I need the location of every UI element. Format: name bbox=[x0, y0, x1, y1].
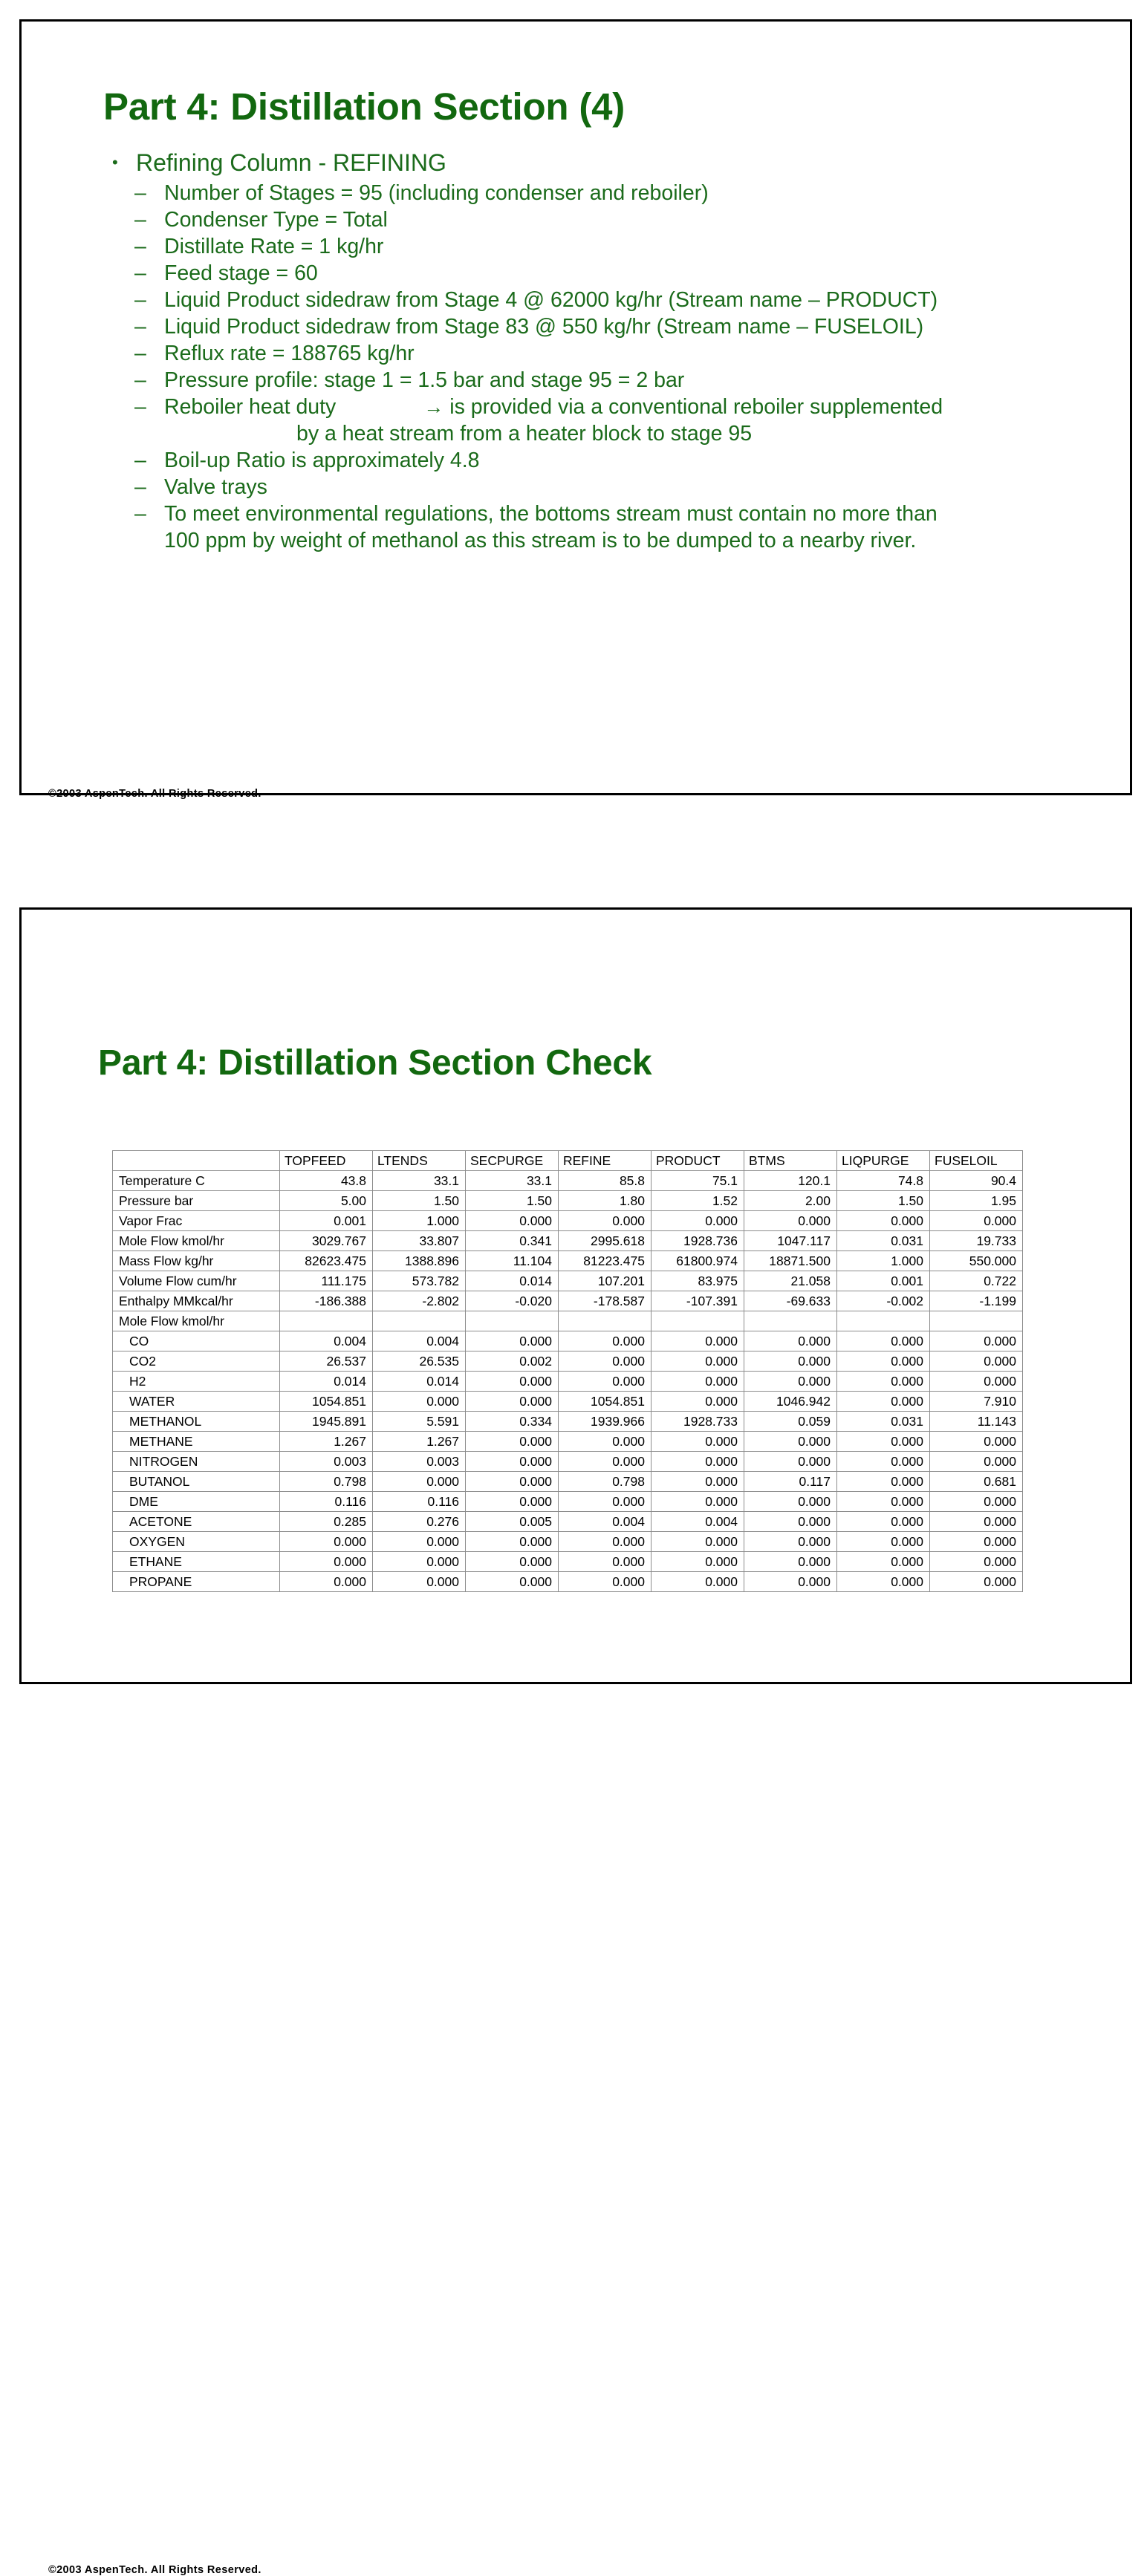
table-cell: 0.000 bbox=[930, 1211, 1023, 1231]
table-cell: 1.000 bbox=[373, 1211, 466, 1231]
table-cell: 1.80 bbox=[559, 1191, 652, 1211]
list-item-label: Distillate Rate = 1 kg/hr bbox=[164, 235, 384, 258]
table-row bbox=[113, 1492, 1023, 1512]
table-cell: 0.000 bbox=[652, 1211, 744, 1231]
row-label: Vapor Frac bbox=[113, 1211, 280, 1231]
table-cell: 0.000 bbox=[280, 1572, 373, 1592]
bullet-list bbox=[102, 148, 1097, 554]
table-cell: 1.000 bbox=[837, 1251, 930, 1271]
table-cell: 1047.117 bbox=[744, 1231, 837, 1251]
table-cell bbox=[930, 1311, 1023, 1331]
list-item-environmental bbox=[102, 500, 1097, 554]
table-cell: 0.000 bbox=[466, 1452, 559, 1472]
table-cell: 0.798 bbox=[280, 1472, 373, 1492]
table-cell: 5.00 bbox=[280, 1191, 373, 1211]
list-item-reboiler bbox=[102, 394, 1097, 447]
table-cell: 0.000 bbox=[559, 1452, 652, 1472]
table-body bbox=[113, 1171, 1023, 1592]
page-title: Part 4: Distillation Section Check bbox=[98, 1043, 652, 1083]
list-item-label: Liquid Product sidedraw from Stage 83 @ 550 kg/hr (Stream name – FUSELOIL) bbox=[164, 315, 924, 339]
column-header-blank bbox=[113, 1151, 280, 1171]
copyright-notice: ©2003 AspenTech. All Rights Reserved. bbox=[48, 2564, 261, 2576]
table-cell bbox=[744, 1311, 837, 1331]
list-item-label: Number of Stages = 95 (including condenser and reboiler) bbox=[164, 181, 709, 205]
table-cell: 0.000 bbox=[837, 1351, 930, 1372]
table-cell: 0.000 bbox=[466, 1392, 559, 1412]
table-cell: 33.1 bbox=[373, 1171, 466, 1191]
table-cell: 0.000 bbox=[744, 1552, 837, 1572]
table-cell: 0.003 bbox=[373, 1452, 466, 1472]
right-arrow-icon: → bbox=[423, 396, 444, 418]
table-cell: 0.000 bbox=[930, 1452, 1023, 1472]
table-cell: 0.000 bbox=[652, 1492, 744, 1512]
table-cell: 0.000 bbox=[466, 1211, 559, 1231]
list-item-label: Feed stage = 60 bbox=[164, 261, 318, 285]
table-cell: 0.000 bbox=[652, 1372, 744, 1392]
table-cell: 26.537 bbox=[280, 1351, 373, 1372]
dash-icon: – bbox=[134, 368, 146, 392]
table-cell: 81223.475 bbox=[559, 1251, 652, 1271]
table-cell: 0.003 bbox=[280, 1452, 373, 1472]
column-header-fuseloil: FUSELOIL bbox=[930, 1151, 1023, 1171]
table-cell: 120.1 bbox=[744, 1171, 837, 1191]
table-cell: 1.267 bbox=[280, 1432, 373, 1452]
table-cell: 0.000 bbox=[652, 1472, 744, 1492]
table-header-row bbox=[113, 1151, 1023, 1171]
list-item-label: Valve trays bbox=[164, 475, 267, 499]
row-label: H2 bbox=[113, 1372, 280, 1392]
bullet-icon: • bbox=[112, 153, 118, 172]
table-row bbox=[113, 1412, 1023, 1432]
table-row bbox=[113, 1512, 1023, 1532]
table-cell: 0.000 bbox=[559, 1572, 652, 1592]
stream-results-table bbox=[112, 1150, 1023, 1592]
dash-icon: – bbox=[134, 261, 146, 285]
row-label: Volume Flow cum/hr bbox=[113, 1271, 280, 1291]
table-cell: 0.000 bbox=[744, 1532, 837, 1552]
table-cell: 0.000 bbox=[837, 1572, 930, 1592]
table-cell: 0.000 bbox=[930, 1432, 1023, 1452]
table-cell: 1.50 bbox=[466, 1191, 559, 1211]
table-cell: 0.000 bbox=[559, 1532, 652, 1552]
table-cell: 0.004 bbox=[652, 1512, 744, 1532]
row-label: CO bbox=[113, 1331, 280, 1351]
column-header-refine: REFINE bbox=[559, 1151, 652, 1171]
reboiler-text-line1: is provided via a conventional reboiler supplemented bbox=[449, 395, 943, 419]
table-cell: 43.8 bbox=[280, 1171, 373, 1191]
table-cell: 0.000 bbox=[373, 1552, 466, 1572]
table-cell: 0.000 bbox=[373, 1532, 466, 1552]
table-row bbox=[113, 1191, 1023, 1211]
row-label: CO2 bbox=[113, 1351, 280, 1372]
table-row bbox=[113, 1171, 1023, 1191]
table-cell: 1388.896 bbox=[373, 1251, 466, 1271]
table-cell: 3029.767 bbox=[280, 1231, 373, 1251]
table-cell: 0.000 bbox=[559, 1211, 652, 1231]
table-cell: 0.000 bbox=[466, 1552, 559, 1572]
table-cell: 1.267 bbox=[373, 1432, 466, 1452]
table-cell: 0.000 bbox=[652, 1331, 744, 1351]
table-cell: 82623.475 bbox=[280, 1251, 373, 1271]
list-item bbox=[102, 206, 1097, 233]
page-title: Part 4: Distillation Section (4) bbox=[103, 85, 626, 128]
table-cell: 0.000 bbox=[837, 1512, 930, 1532]
table-cell: 0.000 bbox=[559, 1432, 652, 1452]
table-cell: 0.341 bbox=[466, 1231, 559, 1251]
column-header-topfeed: TOPFEED bbox=[280, 1151, 373, 1171]
table-cell: 0.000 bbox=[280, 1532, 373, 1552]
table-cell bbox=[466, 1311, 559, 1331]
table-cell: 90.4 bbox=[930, 1171, 1023, 1191]
table-cell: 0.031 bbox=[837, 1412, 930, 1432]
list-item-label: Condenser Type = Total bbox=[164, 208, 388, 232]
table-cell: 0.000 bbox=[652, 1532, 744, 1552]
table-cell: 0.000 bbox=[744, 1432, 837, 1452]
table-cell: -186.388 bbox=[280, 1291, 373, 1311]
table-cell: 0.014 bbox=[373, 1372, 466, 1392]
table-row bbox=[113, 1231, 1023, 1251]
environmental-text-line1: To meet environmental regulations, the bottoms stream must contain no more than bbox=[164, 502, 938, 526]
list-item bbox=[102, 180, 1097, 206]
table-cell: 1046.942 bbox=[744, 1392, 837, 1412]
row-label: Mass Flow kg/hr bbox=[113, 1251, 280, 1271]
table-cell: -0.002 bbox=[837, 1291, 930, 1311]
table-cell: 21.058 bbox=[744, 1271, 837, 1291]
list-item-label: Pressure profile: stage 1 = 1.5 bar and stage 95 = 2 bar bbox=[164, 368, 685, 392]
table-cell: 0.000 bbox=[466, 1532, 559, 1552]
table-cell: 0.000 bbox=[466, 1432, 559, 1452]
list-item-label: Liquid Product sidedraw from Stage 4 @ 62000 kg/hr (Stream name – PRODUCT) bbox=[164, 288, 938, 312]
table-cell: 0.000 bbox=[744, 1512, 837, 1532]
table-cell: 18871.500 bbox=[744, 1251, 837, 1271]
table-row bbox=[113, 1311, 1023, 1331]
dash-icon: – bbox=[134, 449, 146, 472]
table-cell: 0.000 bbox=[930, 1532, 1023, 1552]
table-cell: 33.1 bbox=[466, 1171, 559, 1191]
table-cell bbox=[652, 1311, 744, 1331]
table-cell: 0.000 bbox=[744, 1351, 837, 1372]
table-cell: 1.50 bbox=[373, 1191, 466, 1211]
dash-icon: – bbox=[134, 395, 146, 419]
row-label: NITROGEN bbox=[113, 1452, 280, 1472]
dash-icon: – bbox=[134, 288, 146, 312]
table-cell: 0.000 bbox=[837, 1372, 930, 1392]
copyright-notice: ©2003 AspenTech. All Rights Reserved. bbox=[48, 788, 261, 800]
row-label: ETHANE bbox=[113, 1552, 280, 1572]
table-cell: 0.000 bbox=[837, 1452, 930, 1472]
table-cell: 0.116 bbox=[280, 1492, 373, 1512]
row-label: PROPANE bbox=[113, 1572, 280, 1592]
table-cell: 7.910 bbox=[930, 1392, 1023, 1412]
column-header-product: PRODUCT bbox=[652, 1151, 744, 1171]
table-row bbox=[113, 1392, 1023, 1412]
list-item bbox=[102, 260, 1097, 287]
row-label: Mole Flow kmol/hr bbox=[113, 1311, 280, 1331]
list-item-label: Boil-up Ratio is approximately 4.8 bbox=[164, 449, 480, 472]
table-cell: 1.95 bbox=[930, 1191, 1023, 1211]
table-cell: 0.000 bbox=[652, 1351, 744, 1372]
table-cell: -0.020 bbox=[466, 1291, 559, 1311]
column-header-btms: BTMS bbox=[744, 1151, 837, 1171]
table-cell: 0.000 bbox=[466, 1492, 559, 1512]
table-cell: 19.733 bbox=[930, 1231, 1023, 1251]
table-cell: 0.000 bbox=[652, 1572, 744, 1592]
table-row bbox=[113, 1532, 1023, 1552]
table-cell: 0.000 bbox=[559, 1372, 652, 1392]
table-cell: 0.000 bbox=[652, 1392, 744, 1412]
table-cell: 0.000 bbox=[280, 1552, 373, 1572]
table-cell: 0.000 bbox=[837, 1472, 930, 1492]
table-cell: 0.000 bbox=[744, 1331, 837, 1351]
table-cell: 0.000 bbox=[744, 1372, 837, 1392]
dash-icon: – bbox=[134, 235, 146, 258]
table-cell: 2.00 bbox=[744, 1191, 837, 1211]
table-cell: 61800.974 bbox=[652, 1251, 744, 1271]
row-label: Enthalpy MMkcal/hr bbox=[113, 1291, 280, 1311]
table-cell: 0.000 bbox=[652, 1452, 744, 1472]
table-cell: 0.000 bbox=[373, 1392, 466, 1412]
table-cell: 573.782 bbox=[373, 1271, 466, 1291]
table-cell: 1054.851 bbox=[280, 1392, 373, 1412]
table-cell: 5.591 bbox=[373, 1412, 466, 1432]
table-cell: 0.000 bbox=[373, 1572, 466, 1592]
table-cell: 0.000 bbox=[652, 1432, 744, 1452]
column-header-liqpurge: LIQPURGE bbox=[837, 1151, 930, 1171]
table-cell: 0.798 bbox=[559, 1472, 652, 1492]
table-cell: 0.002 bbox=[466, 1351, 559, 1372]
table-cell bbox=[373, 1311, 466, 1331]
table-cell: 550.000 bbox=[930, 1251, 1023, 1271]
row-label: ACETONE bbox=[113, 1512, 280, 1532]
table-cell: 0.014 bbox=[280, 1372, 373, 1392]
table-cell: 0.681 bbox=[930, 1472, 1023, 1492]
dash-icon: – bbox=[134, 208, 146, 232]
table-cell: 0.000 bbox=[837, 1532, 930, 1552]
table-cell: 0.000 bbox=[930, 1372, 1023, 1392]
table-cell: 0.000 bbox=[466, 1572, 559, 1592]
table-cell: 0.000 bbox=[837, 1211, 930, 1231]
table-cell: 0.276 bbox=[373, 1512, 466, 1532]
table-cell: 0.000 bbox=[744, 1211, 837, 1231]
table-cell: 1.52 bbox=[652, 1191, 744, 1211]
table-cell: 0.000 bbox=[837, 1392, 930, 1412]
list-item bbox=[102, 340, 1097, 367]
table-cell: -107.391 bbox=[652, 1291, 744, 1311]
table-cell: 0.000 bbox=[744, 1492, 837, 1512]
row-label: METHANE bbox=[113, 1432, 280, 1452]
table-cell: -2.802 bbox=[373, 1291, 466, 1311]
list-item-label: Refining Column - REFINING bbox=[136, 149, 446, 176]
table-cell: 2995.618 bbox=[559, 1231, 652, 1251]
table-cell: 0.000 bbox=[930, 1572, 1023, 1592]
row-label: METHANOL bbox=[113, 1412, 280, 1432]
table-cell: 0.000 bbox=[652, 1552, 744, 1572]
list-item-label: Reflux rate = 188765 kg/hr bbox=[164, 342, 415, 365]
row-label: Mole Flow kmol/hr bbox=[113, 1231, 280, 1251]
table-row bbox=[113, 1472, 1023, 1492]
table-cell: 0.014 bbox=[466, 1271, 559, 1291]
column-header-ltends: LTENDS bbox=[373, 1151, 466, 1171]
table-cell: 1928.733 bbox=[652, 1412, 744, 1432]
table-row bbox=[113, 1432, 1023, 1452]
table-cell bbox=[837, 1311, 930, 1331]
table-cell: 0.722 bbox=[930, 1271, 1023, 1291]
table-row bbox=[113, 1372, 1023, 1392]
row-label: Pressure bar bbox=[113, 1191, 280, 1211]
table-cell: 11.143 bbox=[930, 1412, 1023, 1432]
table-row bbox=[113, 1351, 1023, 1372]
table-cell: -1.199 bbox=[930, 1291, 1023, 1311]
column-header-secpurge: SECPURGE bbox=[466, 1151, 559, 1171]
table-cell: 0.000 bbox=[559, 1492, 652, 1512]
row-label: OXYGEN bbox=[113, 1532, 280, 1552]
table-cell: 0.001 bbox=[837, 1271, 930, 1291]
table-cell: -178.587 bbox=[559, 1291, 652, 1311]
table-cell bbox=[559, 1311, 652, 1331]
table-cell: 75.1 bbox=[652, 1171, 744, 1191]
table-cell: 0.000 bbox=[744, 1452, 837, 1472]
table-cell: 0.004 bbox=[373, 1331, 466, 1351]
list-item bbox=[102, 287, 1097, 313]
table-cell: 1945.891 bbox=[280, 1412, 373, 1432]
table-row bbox=[113, 1271, 1023, 1291]
table-cell: 0.031 bbox=[837, 1231, 930, 1251]
table-cell: 0.005 bbox=[466, 1512, 559, 1532]
table-cell: 33.807 bbox=[373, 1231, 466, 1251]
table-cell bbox=[280, 1311, 373, 1331]
table-cell: 1054.851 bbox=[559, 1392, 652, 1412]
table-cell: 0.000 bbox=[466, 1372, 559, 1392]
table-cell: 1939.966 bbox=[559, 1412, 652, 1432]
table-cell: 11.104 bbox=[466, 1251, 559, 1271]
table-cell: 85.8 bbox=[559, 1171, 652, 1191]
list-item bbox=[102, 313, 1097, 340]
table-cell: 0.117 bbox=[744, 1472, 837, 1492]
slide-distillation-section-4 bbox=[19, 19, 1132, 800]
table-cell: 0.000 bbox=[373, 1472, 466, 1492]
table-cell: 0.285 bbox=[280, 1512, 373, 1532]
table-cell: 74.8 bbox=[837, 1171, 930, 1191]
table-cell: -69.633 bbox=[744, 1291, 837, 1311]
table-cell: 26.535 bbox=[373, 1351, 466, 1372]
table-cell: 0.000 bbox=[837, 1432, 930, 1452]
table-cell: 0.000 bbox=[466, 1472, 559, 1492]
list-item bbox=[102, 447, 1097, 474]
dash-icon: – bbox=[134, 315, 146, 339]
table-cell: 111.175 bbox=[280, 1271, 373, 1291]
table-cell: 0.000 bbox=[744, 1572, 837, 1592]
table-cell: 1.50 bbox=[837, 1191, 930, 1211]
table-cell: 0.001 bbox=[280, 1211, 373, 1231]
reboiler-label: Reboiler heat duty bbox=[164, 395, 337, 419]
table-cell: 0.000 bbox=[466, 1331, 559, 1351]
table-cell: 0.000 bbox=[930, 1552, 1023, 1572]
table-cell: 0.000 bbox=[837, 1331, 930, 1351]
table-row bbox=[113, 1291, 1023, 1311]
table-row bbox=[113, 1552, 1023, 1572]
table-cell: 0.004 bbox=[559, 1512, 652, 1532]
table-cell: 0.334 bbox=[466, 1412, 559, 1432]
list-item bbox=[102, 367, 1097, 394]
reboiler-text-line2: by a heat stream from a heater block to stage 95 bbox=[296, 422, 753, 446]
table-cell: 0.000 bbox=[837, 1492, 930, 1512]
environmental-text-line2: 100 ppm by weight of methanol as this stream is to be dumped to a nearby river. bbox=[164, 529, 917, 552]
table-cell: 83.975 bbox=[652, 1271, 744, 1291]
dash-icon: – bbox=[134, 181, 146, 205]
table-cell: 0.004 bbox=[280, 1331, 373, 1351]
table-row bbox=[113, 1211, 1023, 1231]
table-row bbox=[113, 1452, 1023, 1472]
list-item bbox=[102, 474, 1097, 500]
row-label: WATER bbox=[113, 1392, 280, 1412]
row-label: DME bbox=[113, 1492, 280, 1512]
table-cell: 107.201 bbox=[559, 1271, 652, 1291]
table-cell: 0.000 bbox=[559, 1331, 652, 1351]
table-row bbox=[113, 1331, 1023, 1351]
table-cell: 0.000 bbox=[559, 1552, 652, 1572]
table-row bbox=[113, 1251, 1023, 1271]
row-label: BUTANOL bbox=[113, 1472, 280, 1492]
table-cell: 0.000 bbox=[559, 1351, 652, 1372]
table-cell: 0.116 bbox=[373, 1492, 466, 1512]
table-cell: 0.059 bbox=[744, 1412, 837, 1432]
row-label: Temperature C bbox=[113, 1171, 280, 1191]
list-item bbox=[102, 233, 1097, 260]
table-row bbox=[113, 1572, 1023, 1592]
dash-icon: – bbox=[134, 502, 146, 526]
table-cell: 1928.736 bbox=[652, 1231, 744, 1251]
table-cell: 0.000 bbox=[930, 1512, 1023, 1532]
table-cell: 0.000 bbox=[930, 1331, 1023, 1351]
table-cell: 0.000 bbox=[930, 1492, 1023, 1512]
list-item-level1 bbox=[102, 148, 1097, 177]
table-cell: 0.000 bbox=[930, 1351, 1023, 1372]
dash-icon: – bbox=[134, 475, 146, 499]
table-cell: 0.000 bbox=[837, 1552, 930, 1572]
dash-icon: – bbox=[134, 342, 146, 365]
